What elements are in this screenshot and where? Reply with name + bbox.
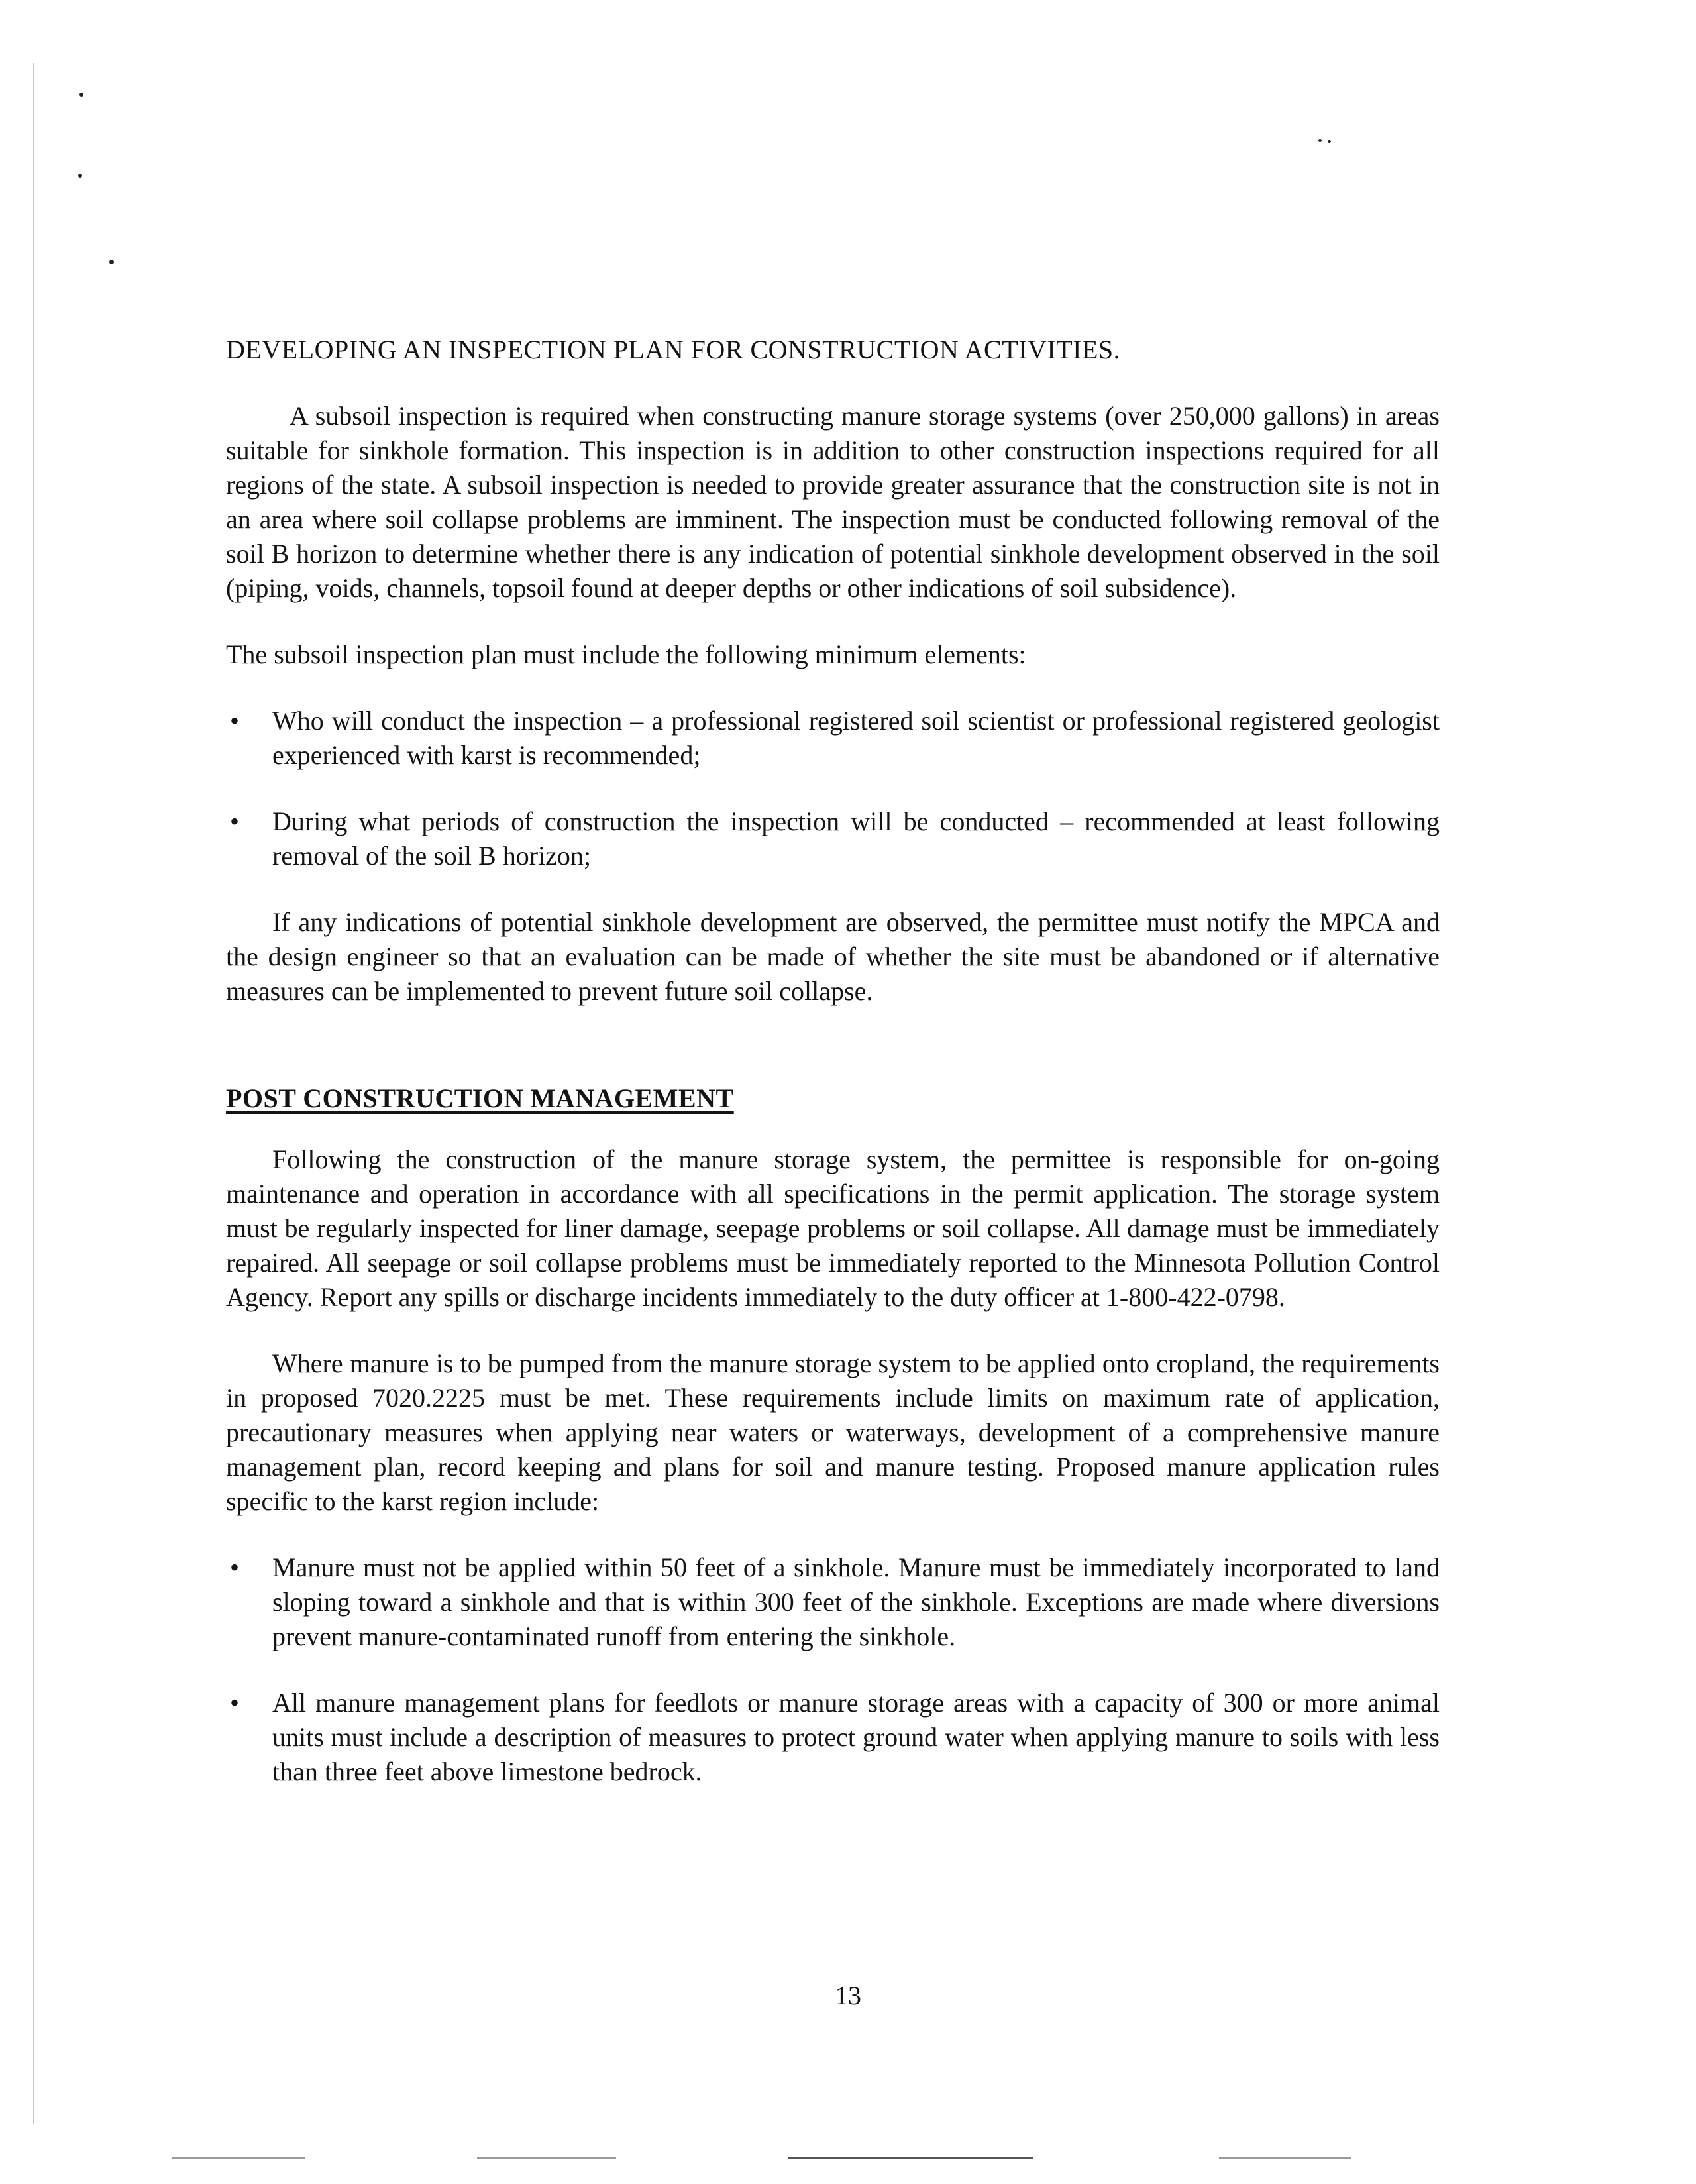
plan-bullet-list — [226, 704, 1440, 873]
scan-speck — [1328, 140, 1331, 143]
scan-edge-line — [33, 63, 34, 2124]
bullet-icon: • — [230, 806, 240, 836]
scan-speck — [78, 174, 82, 178]
scan-artifact — [1219, 2157, 1352, 2159]
bullet-icon: • — [230, 1688, 240, 1718]
section-heading: DEVELOPING AN INSPECTION PLAN FOR CONSTRUCTION ACTIVITIES. — [226, 335, 1121, 364]
intro-paragraph: A subsoil inspection is required when constructing manure storage systems (over 250,000 gallons) in areas suitable for sinkhole formation. This inspection is in addition to other construction inspections required for all regions of the state. A subsoil inspection is needed to provide greater assurance that the construction site is not in an area where soil collapse problems are imminent. The inspection must be conducted following removal of the soil B horizon to determine whether there is any indication of potential sinkhole development observed in the soil (piping, voids, channels, topsoil found at deeper depths or other indications of soil subsidence). — [226, 401, 1440, 603]
post-paragraph-2: Where manure is to be pumped from the manure storage system to be applied onto cropland, the requirements in proposed 7020.2225 must be met. These requirements include limits on maximum rate of application, precautionary measures when applying near waters or waterways, development of a comprehensive manure management plan, record keeping and plans for soil and manure testing. Proposed manure application rules specific to the karst region include: — [226, 1348, 1440, 1516]
list-item-text: Who will conduct the inspection – a professional registered soil scientist or professional registered geologist experienced with karst is recommended; — [272, 706, 1440, 770]
bullet-icon: • — [230, 1553, 240, 1582]
list-item-text: During what periods of construction the inspection will be conducted – recommended at least following removal of the soil B horizon; — [272, 806, 1440, 871]
scan-artifact — [477, 2157, 616, 2159]
post-construction-heading: POST CONSTRUCTION MANAGEMENT — [226, 1083, 734, 1113]
scan-artifact — [788, 2157, 1034, 2159]
bullet-icon: • — [230, 706, 240, 736]
scan-artifact — [172, 2157, 305, 2159]
post-paragraph-1: Following the construction of the manure storage system, the permittee is responsible for on-going maintenance and operation in accordance with all specifications in the permit application. The storage system must be regularly inspected for liner damage, seepage problems or soil collapse. All damage must be immediately repaired. All seepage or soil collapse problems must be immediately reported to the Minnesota Pollution Control Agency. Report any spills or discharge incidents immediately to the duty officer at 1-800-422-0798. — [226, 1144, 1440, 1312]
scan-speck — [1318, 139, 1322, 142]
list-item — [226, 1551, 1440, 1654]
list-item-text: Manure must not be applied within 50 feet of a sinkhole. Manure must be immediately incorporated to land sloping toward a sinkhole and that is within 300 feet of the sinkhole. Exceptions are made where diversions prevent manure-contaminated runoff from entering the sinkhole. — [272, 1553, 1440, 1651]
list-item — [226, 1686, 1440, 1789]
plan-intro: The subsoil inspection plan must include the following minimum elements: — [226, 639, 1026, 669]
page-content — [226, 318, 1440, 1821]
sinkhole-notice: If any indications of potential sinkhole development are observed, the permittee must notify the MPCA and the design engineer so that an evaluation can be made of whether the site must be abandoned or if alternative measures can be implemented to prevent future soil collapse. — [226, 907, 1440, 1006]
scan-bottom-artifacts — [0, 2157, 1696, 2163]
scan-speck — [109, 260, 114, 264]
scan-speck — [80, 93, 83, 97]
karst-bullet-list — [226, 1551, 1440, 1789]
list-item-text: All manure management plans for feedlots or manure storage areas with a capacity of 300 or more animal units must include a description of measures to protect ground water when applying manure to soils with less than three feet above limestone bedrock. — [272, 1688, 1440, 1786]
list-item — [226, 704, 1440, 773]
list-item — [226, 804, 1440, 873]
page-number: 13 — [835, 1981, 861, 2010]
